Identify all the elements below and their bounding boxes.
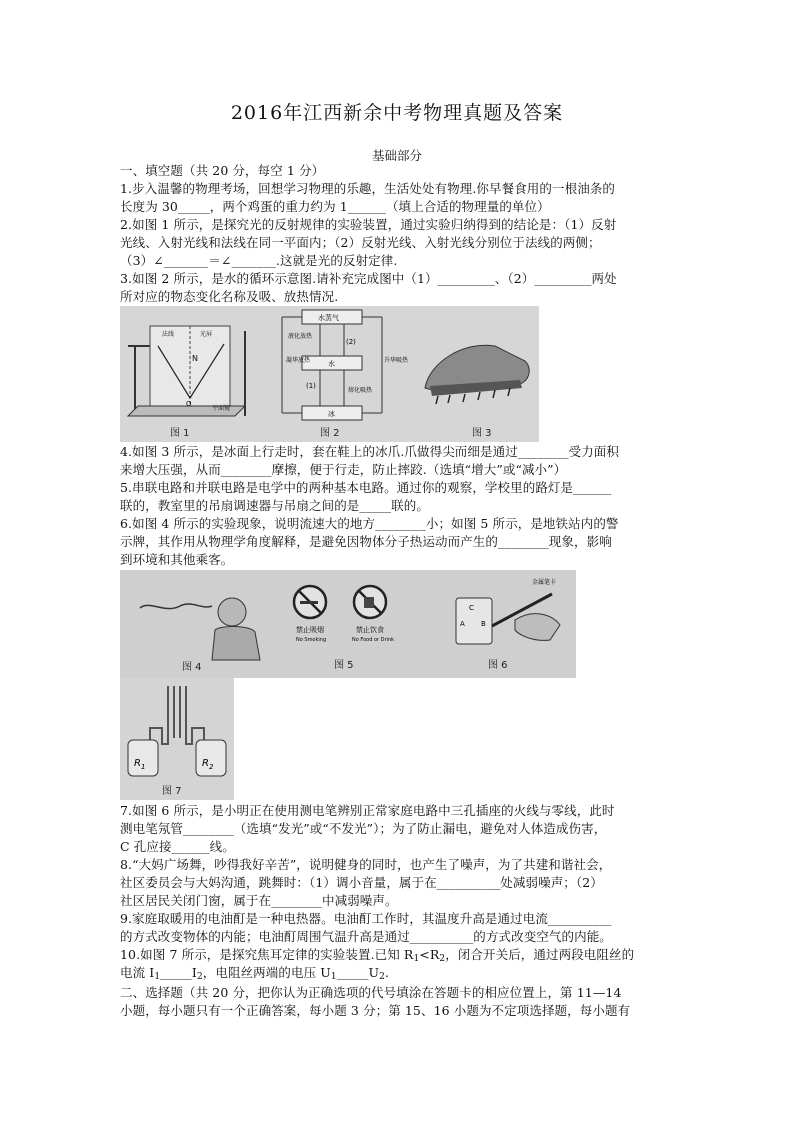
fig5-sign-left-en: No Smoking xyxy=(296,637,327,643)
question-text: 电流 $I_1\_\_\_\_\_I_2$，电阻丝两端的电压 $U_1\_\_\_\_\_U_2$. xyxy=(120,965,389,982)
question-text: 10.如图 7 所示，是探究焦耳定律的实验装置.已知 $R_1<R_2$，闭合开关后，通过两段电阻丝的 xyxy=(120,947,635,964)
question-text: 1.步入温馨的物理考场，回想学习物理的乐趣，生活处处有物理.你早餐食用的一根油条的 xyxy=(120,181,616,196)
fig1-label-b: 光屏 xyxy=(200,331,213,338)
fig2-label-2: (2) xyxy=(346,338,356,346)
question-text: 联的，教室里的吊扇调速器与吊扇之间的是_____联的。 xyxy=(120,498,429,513)
question-text: 光线、入射光线和法线在同一平面内；（2）反射光线、入射光线分别位于法线的两侧； xyxy=(120,235,601,250)
fig1-caption: 图 1 xyxy=(170,428,190,439)
fig4-caption: 图 4 xyxy=(182,662,202,673)
fig2-label-b: 凝华放热 xyxy=(286,357,311,364)
fig2-label-1: (1) xyxy=(306,382,316,390)
question-text: 4.如图 3 所示，是冰面上行走时，套在鞋上的冰爪.爪做得尖而细是通过________受力面积 xyxy=(120,444,620,459)
fig5-sign-right: 禁止饮食 xyxy=(356,626,384,634)
fig7-r2: $R_2$ xyxy=(202,758,214,771)
question-text: 8.“大妈广场舞，吵得我好辛苦”，说明健身的同时，也产生了噪声，为了共建和谐社会， xyxy=(120,857,612,872)
question-text: 7.如图 6 所示，是小明正在使用测电笔辨别正常家庭电路中三孔插座的火线与零线，此时 xyxy=(120,803,615,818)
figure-7-joule-law xyxy=(120,678,234,800)
fig2-box-ice: 冰 xyxy=(328,410,335,418)
fig1-label-n: N xyxy=(192,354,198,363)
fig2-box-vapor: 水蒸气 xyxy=(318,314,339,322)
fig6-hole-c: C xyxy=(469,604,474,612)
fig5-sign-right-en: No Food or Drink xyxy=(352,637,395,643)
figure-strip-2 xyxy=(120,570,576,678)
fig1-label-mirror: 平面镜 xyxy=(212,405,231,412)
question-text: （3）∠_______＝∠_______.这就是光的反射定律. xyxy=(120,253,398,268)
fig7-r1: $R_1$ xyxy=(134,758,146,771)
question-text: 小题，每小题只有一个正确答案，每小题 3 分；第 15、16 小题为不定项选择题，每小题有 xyxy=(120,1003,631,1018)
figures-4-5-6 xyxy=(120,570,576,678)
question-text: 测电笔氖管________（选填“发光”或“不发光”）；为了防止漏电，避免对人体造成伤害， xyxy=(120,821,607,836)
fig5-sign-left: 禁止吸烟 xyxy=(296,626,324,634)
question-text: 5.串联电路和并联电路是电学中的两种基本电路。通过你的观察，学校里的路灯是______ xyxy=(120,480,612,495)
fig5-caption: 图 5 xyxy=(334,660,354,671)
fig2-caption: 图 2 xyxy=(320,428,340,439)
fig2-label-c: 升华吸热 xyxy=(384,357,409,364)
figures-1-2-3 xyxy=(120,306,539,442)
fig1-label-a: 法线 xyxy=(162,331,175,338)
question-text: 社区委员会与大妈沟通，跳舞时：（1）调小音量，属于在__________处减弱噪声；（2） xyxy=(120,875,603,890)
fig2-box-water: 水 xyxy=(328,360,335,368)
question-text: 社区居民关闭门窗，属于在________中减弱噪声。 xyxy=(120,893,398,908)
question-text: 长度为 30_____，两个鸡蛋的重力约为 1______（填上合适的物理量的单位） xyxy=(120,199,550,214)
question-text: 来增大压强，从而________摩擦，便于行走，防止摔跤.（选填“增大”或“减小”） xyxy=(120,462,567,477)
section-heading-fill: 一、填空题（共 20 分，每空 1 分） xyxy=(120,163,325,178)
question-text: 示牌，其作用从物理学角度解释，是避免因物体分子热运动而产生的________现象，影响 xyxy=(120,534,612,549)
question-text: 所对应的物态变化名称及吸、放热情况. xyxy=(120,289,339,304)
fig6-hole-b: B xyxy=(481,620,486,628)
fig1-label-o: O xyxy=(186,400,192,408)
figure-7-drawing xyxy=(120,678,234,800)
section-heading-choice: 二、选择题（共 20 分，把你认为正确选项的代号填涂在答题卡的相应位置上，第 11—14 xyxy=(120,985,622,1000)
question-text: 9.家庭取暖用的电油酊是一种电热器。电油酊工作时，其温度升高是通过电流__________ xyxy=(120,911,612,926)
fig3-caption: 图 3 xyxy=(472,428,492,439)
fig2-label-d: 熔化吸热 xyxy=(348,387,373,394)
fig2-label-a: 液化放热 xyxy=(288,333,313,340)
question-text: 2.如图 1 所示，是探究光的反射规律的实验装置，通过实验归纳得到的结论是：（1）反射 xyxy=(120,217,617,232)
fig6-caption: 图 6 xyxy=(488,660,508,671)
section-subtitle: 基础部分 xyxy=(371,148,422,163)
question-text: 6.如图 4 所示的实验现象，说明流速大的地方________小；如图 5 所示，是地铁站内的警 xyxy=(120,516,619,531)
fig6-hole-a: A xyxy=(460,620,465,628)
question-text: 3.如图 2 所示，是水的循环示意图.请补充完成图中（1）_________、（2）_________两处 xyxy=(120,271,617,286)
question-text: 的方式改变物体的内能；电油酊周围气温升高是通过__________的方式改变空气的内能。 xyxy=(120,929,612,944)
page-title: 2016年江西新余中考物理真题及答案 xyxy=(230,102,564,124)
fig6-pen-label: 金属笔卡 xyxy=(532,579,557,586)
fig7-caption: 图 7 xyxy=(162,786,182,797)
question-text: C 孔应接______线。 xyxy=(120,839,235,854)
question-text: 到环境和其他乘客。 xyxy=(120,552,234,567)
figure-strip-1 xyxy=(120,306,539,442)
